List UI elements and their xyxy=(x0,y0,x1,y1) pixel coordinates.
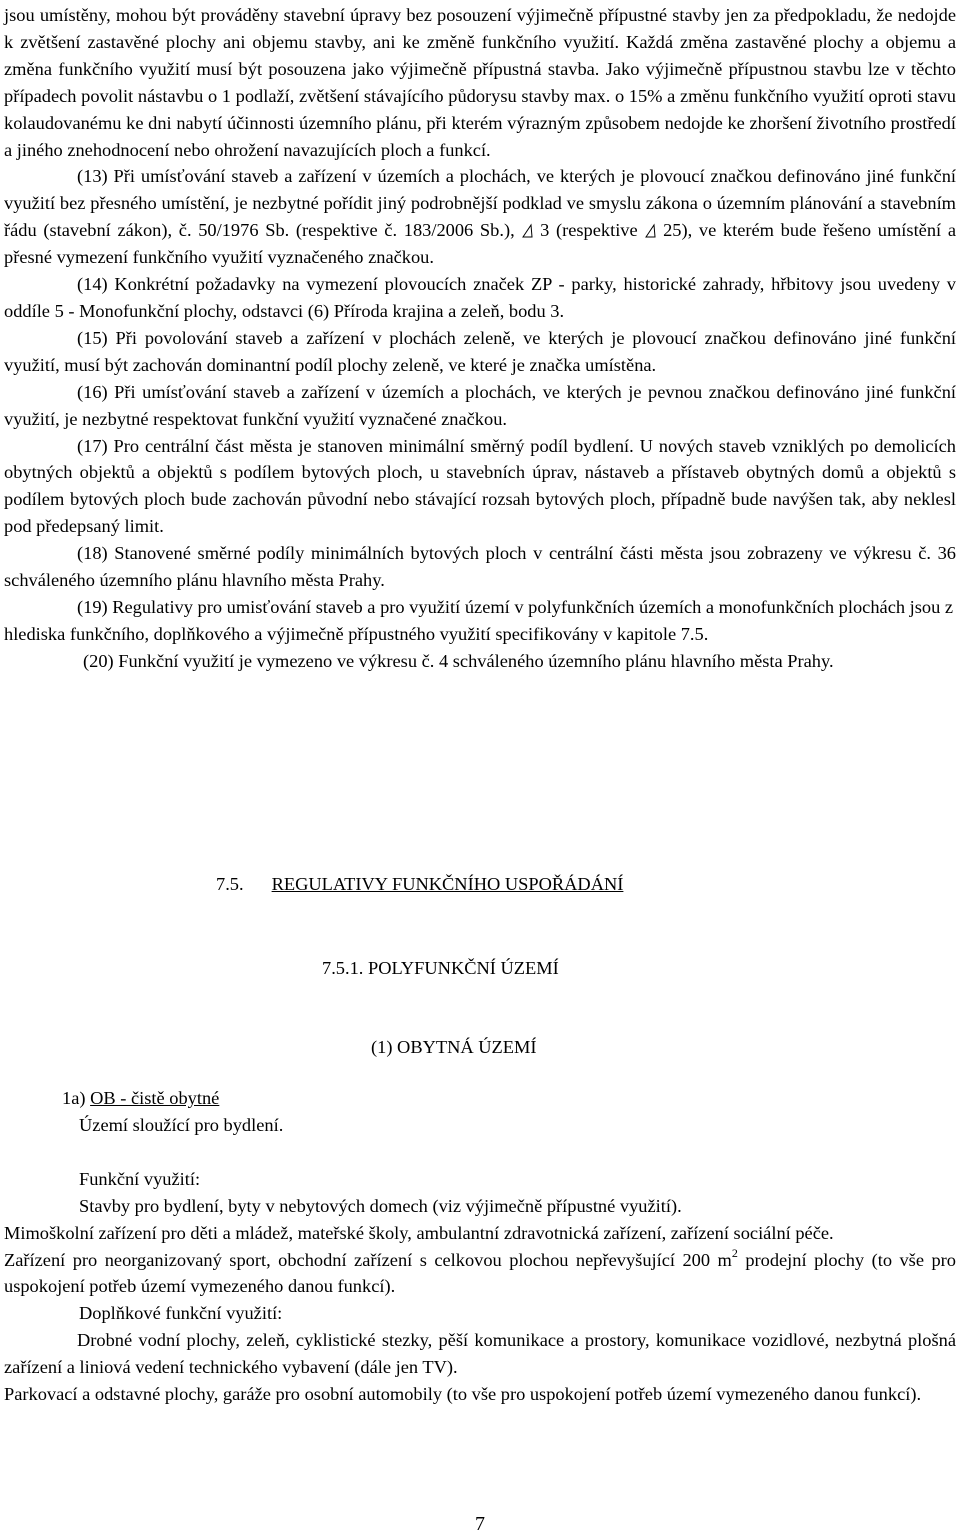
paragraph-17: (17) Pro centrální část města je stanoven minimální směrný podíl bydlení. U nových staveb vzniklých po demolicích obytných objektů a objektů s podílem bytových ploch, u stavebních úprav, nástaveb a přístaveb obytných domů a objektů s podílem bytových ploch bude zachován původní nebo stávající rozsah bytových ploch, případně bude navýšen tak, aby neklesl pod předepsaný limit. xyxy=(4,435,956,537)
page-number: 7 xyxy=(475,1513,485,1535)
ob-description: Území sloužící pro bydlení. xyxy=(79,1114,284,1135)
func-line-3-sup: 2 xyxy=(731,1245,738,1260)
func-line-1: Stavby pro bydlení, byty v nebytových domech (viz výjimečně přípustné využití). xyxy=(79,1195,682,1216)
paragraph-13 xyxy=(4,163,956,271)
marker-icon-1 xyxy=(521,220,533,240)
func-label: Funkční využití: xyxy=(79,1168,201,1189)
supp-label: Doplňkové funkční využití: xyxy=(79,1303,283,1324)
func-line-2: Mimoškolní zařízení pro děti a mládež, mateřské školy, ambulantní zdravotnická zařízení, zařízení sociální péče. xyxy=(4,1222,834,1243)
marker-icon-2 xyxy=(644,220,656,240)
ob-code-prefix: 1a) xyxy=(62,1088,86,1108)
subsection-heading: 7.5.1. POLYFUNKČNÍ ÚZEMÍ xyxy=(322,958,559,978)
paragraph-13-part-c: 25), ve kterém bude řešeno umístění a přesné vymezení funkčního využití vyznačeného značkou. xyxy=(4,220,956,268)
paragraph-18: (18) Stanovené směrné podíly minimálních bytových ploch v centrální části města jsou zobrazeny ve výkresu č. 36 schváleného územního plánu hlavního města Prahy. xyxy=(4,543,956,591)
func-line-3 xyxy=(4,1247,956,1301)
paragraph-15: (15) Při povolování staveb a zařízení v plochách zeleně, ve kterých je plovoucí značkou definováno jiné funkční využití, musí být zachován dominantní podíl plochy zeleně, ve které je značka umístěna. xyxy=(4,327,956,375)
paragraph-16: (16) Při umísťování staveb a zařízení v územích a plochách, ve kterých je pevnou značkou definováno jiné funkční využití, je nezbytné respektovat funkční využití vyznačené značkou. xyxy=(4,381,956,429)
paragraph-14: (14) Konkrétní požadavky na vymezení plovoucích značek ZP - parky, historické zahrady, hřbitovy jsou uvedeny v oddíle 5 - Monofunkční plochy, odstavci (6) Příroda krajina a zeleň, bodu 3. xyxy=(4,274,956,321)
document-page xyxy=(4,2,956,675)
supp-line-1: Drobné vodní plochy, zeleň, cyklistické stezky, pěší komunikace a prostory, komunikace vozidlové, nezbytná plošná zařízení a liniová vedení technického vybavení (dále jen TV). xyxy=(4,1330,956,1378)
func-line-3-a: Zařízení pro neorganizovaný sport, obchodní zařízení s celkovou plochou nepřevyšující 200 m xyxy=(4,1249,732,1270)
ob-code-line xyxy=(4,1085,956,1112)
paragraph-19: (19) Regulativy pro umisťování staveb a pro využití území v polyfunkčních územích a monofunkčních plochách jsou z hlediska funkčního, doplňkového a výjimečně přípustného využití specifikovány v kapitole 7.5. xyxy=(4,596,954,644)
subsubsection-heading: (1) OBYTNÁ ÚZEMÍ xyxy=(371,1037,537,1057)
paragraph-intro: jsou umístěny, mohou být prováděny stavební úpravy bez posouzení výjimečně přípustné stavby jen za předpokladu, že nedojde k zvětšení zastavěné plochy ani objemu stavby, ani ke změně funkčního využití. Každá změna zastavěné plochy a objemu a změna funkčního využití musí být posouzena jako výjimečně přípustná stavba. Jako výjimečně přípustnou stavbu lze v těchto případech povolit nástavbu o 1 podlaží, zvětšení stávajícího půdorysu stavby max. o 15% a změnu funkčního využití oproti stavu kolaudovanému ke dni nabytí účinnosti územního plánu, při kterém výrazným způsobem nedojde ke zhoršení životního prostředí a jiného znehodnocení nebo ohrožení navazujících ploch a funkcí. xyxy=(4,5,956,160)
paragraph-13-part-b: 3 (respektive xyxy=(540,220,638,241)
section-number: 7.5. xyxy=(216,874,244,894)
supp-line-2: Parkovací a odstavné plochy, garáže pro osobní automobily (to vše pro uspokojení potřeb území vymezeného danou funkcí). xyxy=(4,1384,922,1405)
ob-code-title: OB - čistě obytné xyxy=(90,1088,220,1108)
ob-block xyxy=(4,1085,956,1408)
section-heading xyxy=(216,871,623,897)
section-title: REGULATIVY FUNKČNÍHO USPOŘÁDÁNÍ xyxy=(271,874,624,894)
paragraph-13-part-a: (13) Při umísťování staveb a zařízení v územích a plochách, ve kterých je plovoucí značkou definováno jiné funkční využití bez přesného umístění, je nezbytné pořídit jiný podrobnější podklad ve smyslu zákona o územním plánování a stavebním řádu (stavební zákon), č. 50/1976 Sb. (respektive č. 183/2006 Sb.), xyxy=(4,166,956,241)
paragraph-20: (20) Funkční využití je vymezeno ve výkresu č. 4 schváleného územního plánu hlavního města Prahy. xyxy=(83,650,834,671)
func-line-3-b: prodejní plochy (to vše pro uspokojení potřeb území vymezeného danou funkcí). xyxy=(4,1249,956,1297)
